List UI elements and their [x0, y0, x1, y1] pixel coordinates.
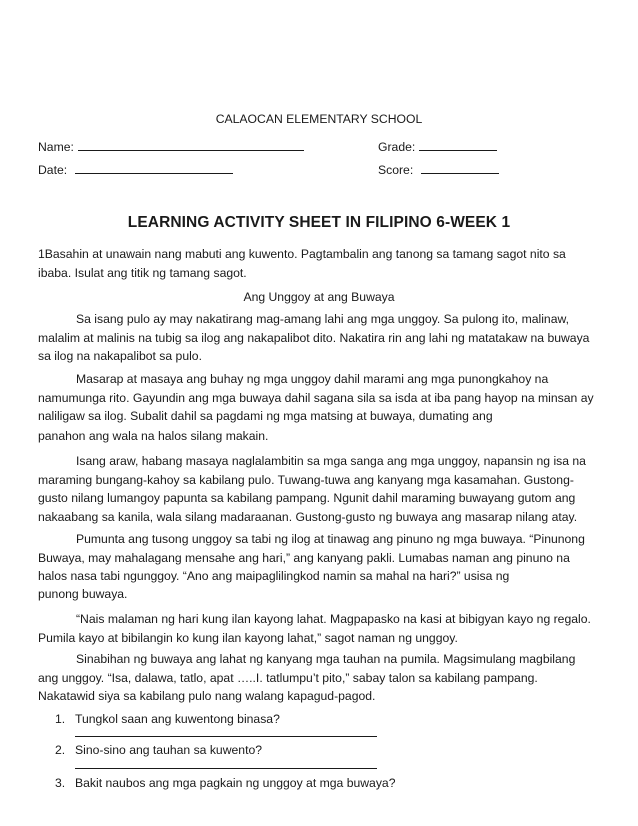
name-label: Name:	[38, 140, 74, 154]
score-label: Score:	[378, 163, 414, 177]
story-paragraph: Sinabihan ng buwaya ang lahat ng kanyang mga tauhan na pumila. Magsimulang magbilang ang unggoy. “Isa, dalawa, tatlo, apat …..I. tatlumpu’t pito,” sabay talon sa kabilang pampang. Nakatawid siya sa kabilang pulo nang walang kapagud-pagod.	[38, 652, 576, 703]
answer-line[interactable]	[75, 736, 377, 737]
story-title: Ang Unggoy at ang Buwaya	[243, 290, 395, 304]
question-item	[55, 743, 575, 757]
question-number: 2.	[55, 743, 66, 757]
story-paragraph: punong buwaya.	[38, 587, 128, 601]
name-field	[38, 139, 304, 154]
story-paragraph: “Nais malaman ng hari kung ilan kayong lahat. Magpapasko na kasi at bibigyan kayo ng regalo. Pumila kayo at bibilangin ko kung ilan kayong lahat,” sagot naman ng unggoy.	[38, 612, 591, 645]
answer-line[interactable]	[75, 768, 377, 769]
story-paragraph: Masarap at masaya ang buhay ng mga unggoy dahil marami ang mga punongkahoy na namumunga rito. Gayundin ang mga buwaya dahil sagana sila sa isda at iba pang hayop na minsan ay naliligaw sa ilog. Subalit dahil sa pagdami ng mga matsing at buwaya, dumating ang	[38, 372, 594, 423]
story-paragraph: Isang araw, habang masaya naglalambitin sa mga sanga ang mga unggoy, napansin ng isa na maraming bungang-kahoy sa kabilang pulo. Tuwang-tuwa ang kanyang mga kasamahan. Gustong-gusto nilang lumangoy papunta sa kabilang pampang. Ngunit dahil maraming buwayang gutom ang nakaabang sa kanila, wala silang madaraanan. Gustong-gusto ng buwaya ang masarap nilang atay.	[38, 454, 586, 524]
grade-field	[378, 139, 497, 154]
question-number: 3.	[55, 776, 66, 790]
score-blank[interactable]	[421, 162, 499, 174]
score-field	[378, 162, 499, 177]
date-field	[38, 162, 233, 177]
grade-label: Grade:	[378, 140, 416, 154]
question-text: Tungkol saan ang kuwentong binasa?	[75, 712, 280, 726]
story-paragraph: panahon ang wala na halos silang makain.	[38, 429, 269, 443]
date-blank[interactable]	[75, 162, 233, 174]
instruction-text: 1Basahin at unawain nang mabuti ang kuwento. Pagtambalin ang tanong sa tamang sagot nito sa ibaba. Isulat ang titik ng tamang sagot.	[38, 247, 566, 280]
story-paragraph: Pumunta ang tusong unggoy sa tabi ng ilog at tinawag ang pinuno ng mga buwaya. “Pinunong Buwaya, may mahalagang mensahe ang hari,” ang kanyang pakli. Lumabas naman ang pinuno na halos nasa tabi ngunggoy. “Ano ang maipaglilingkod namin sa mahal na hari?” usisa ng	[38, 532, 585, 583]
name-blank[interactable]	[78, 139, 304, 151]
question-text: Bakit naubos ang mga pagkain ng unggoy at mga buwaya?	[75, 776, 396, 790]
question-text: Sino-sino ang tauhan sa kuwento?	[75, 743, 263, 757]
school-name: CALAOCAN ELEMENTARY SCHOOL	[215, 112, 423, 126]
grade-blank[interactable]	[419, 139, 497, 151]
sheet-title: LEARNING ACTIVITY SHEET IN FILIPINO 6-WEEK 1	[127, 214, 511, 231]
question-number: 1.	[55, 712, 66, 726]
date-score-row	[38, 162, 598, 178]
story-paragraph: Sa isang pulo ay may nakatirang mag-amang lahi ang mga unggoy. Sa pulong ito, malinaw, malalim at malinis na tubig sa ilog ang nakapalibot dito. Nakatira rin ang lahi ng matatakaw na buwaya sa ilog na nakapalibot sa pulo.	[38, 312, 590, 363]
question-item	[55, 712, 575, 726]
name-grade-row	[38, 139, 598, 155]
question-item	[55, 776, 575, 790]
date-label: Date:	[38, 163, 68, 177]
